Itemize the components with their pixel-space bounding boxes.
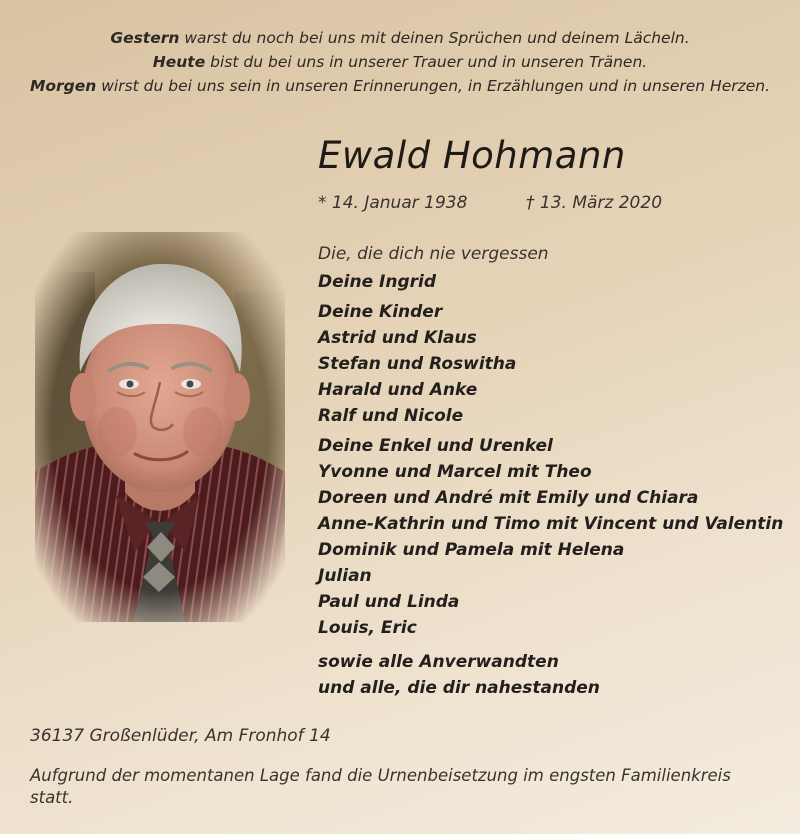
list-item: Stefan und Roswitha: [318, 354, 517, 374]
family-address: 36137 Großenlüder, Am Fronhof 14: [30, 726, 331, 746]
closing-line: und alle, die dir nahestanden: [318, 678, 600, 698]
list-item: Ralf und Nicole: [318, 406, 464, 426]
spouse-line: Deine Ingrid: [318, 272, 436, 292]
memorial-verse: [0, 26, 800, 98]
grandchildren-heading: Deine Enkel und Urenkel: [318, 436, 553, 456]
burial-note: Aufgrund der momentanen Lage fand die Urnenbeisetzung im engsten Familienkreis statt.: [30, 766, 731, 807]
portrait-photo: [35, 232, 285, 622]
portrait-photo-icon: [35, 232, 285, 622]
verse-line-heute: Heute bist du bei uns in unserer Trauer und in unseren Tränen.: [152, 53, 648, 71]
list-item: Harald und Anke: [318, 380, 478, 400]
list-item: Julian: [318, 566, 372, 586]
closing-line: sowie alle Anverwandten: [318, 652, 559, 672]
death-date: † 13. März 2020: [526, 193, 663, 213]
list-item: Doreen und André mit Emily und Chiara: [318, 488, 699, 508]
list-item: Yvonne und Marcel mit Theo: [318, 462, 592, 482]
list-item: Anne-Kathrin und Timo mit Vincent und Valentin: [318, 514, 784, 534]
list-item: Dominik und Pamela mit Helena: [318, 540, 625, 560]
list-item: Louis, Eric: [318, 618, 417, 638]
children-heading: Deine Kinder: [318, 302, 443, 322]
verse-line-gestern: Gestern warst du noch bei uns mit deinen Sprüchen und deinem Lächeln.: [110, 29, 690, 47]
list-item: Astrid und Klaus: [318, 328, 477, 348]
mourners-list: [318, 241, 788, 701]
birth-date: * 14. Januar 1938: [318, 193, 468, 213]
deceased-name: Ewald Hohmann: [318, 134, 626, 177]
verse-line-morgen: Morgen wirst du bei uns sein in unseren Erinnerungen, in Erzählungen und in unseren Herzen.: [29, 77, 771, 95]
list-item: Paul und Linda: [318, 592, 460, 612]
mourners-intro: Die, die dich nie vergessen: [318, 244, 549, 264]
